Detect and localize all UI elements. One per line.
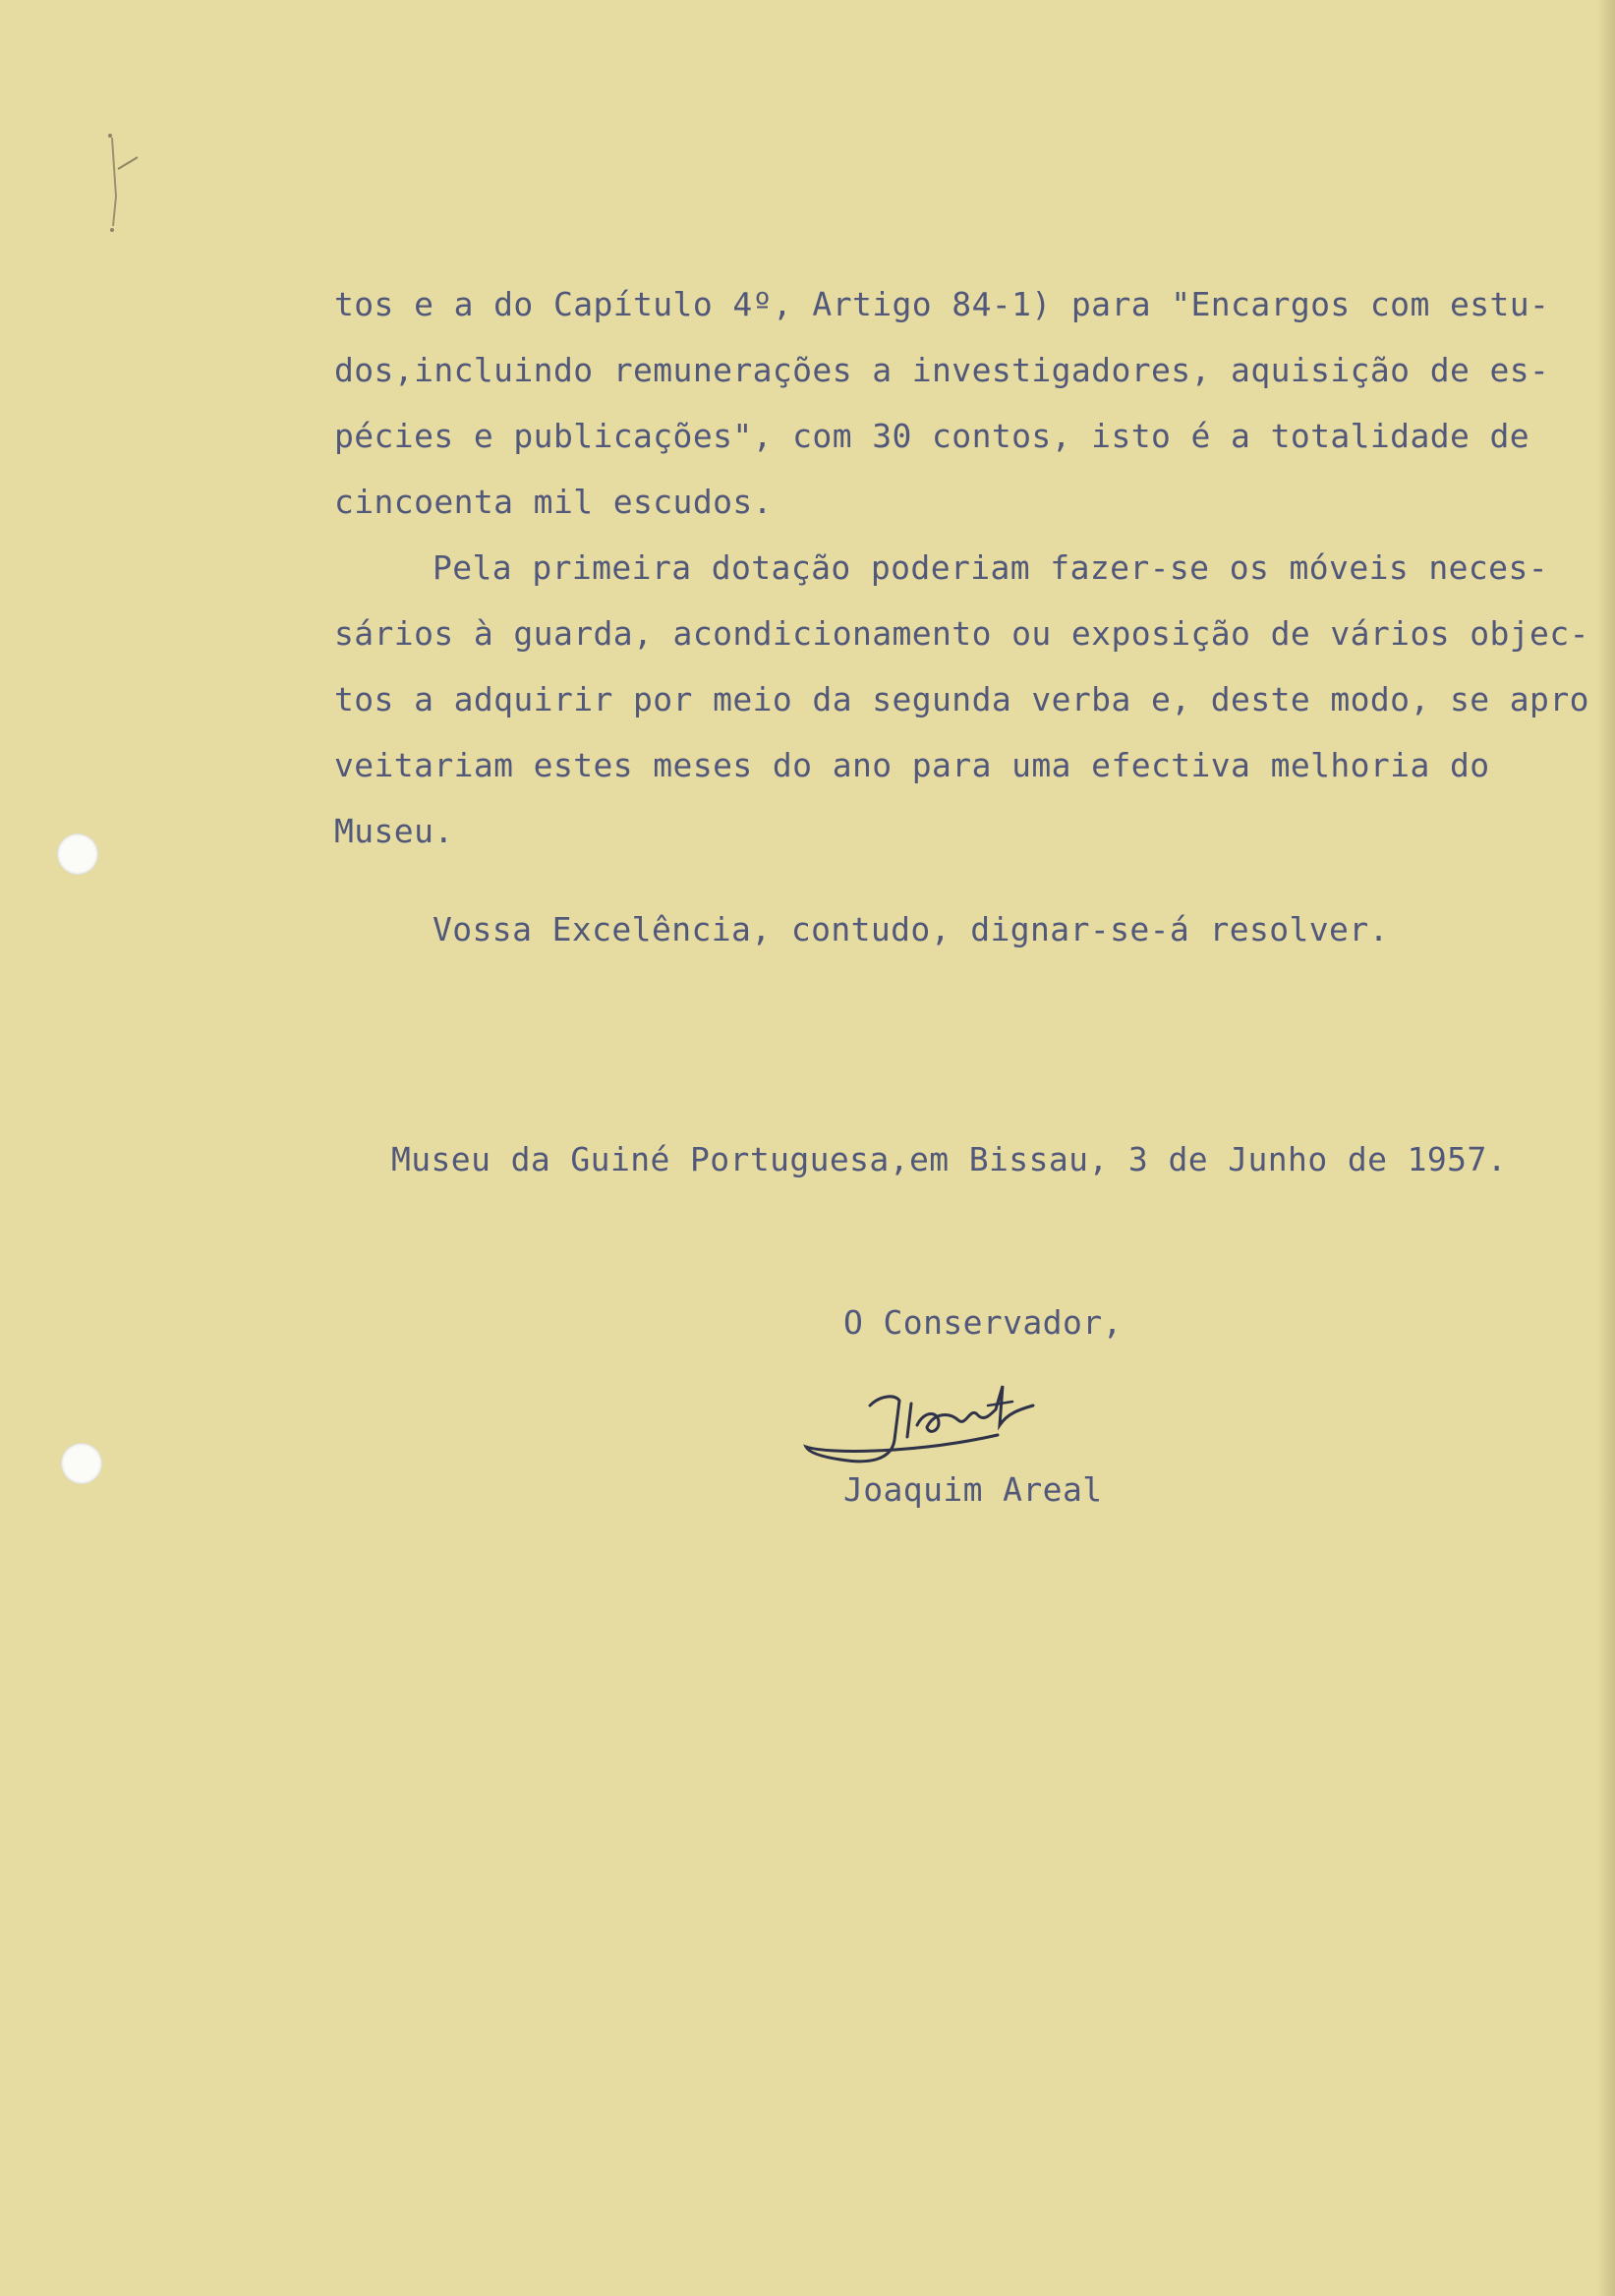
signoff-line: O Conservador, bbox=[843, 1303, 1123, 1342]
paragraph-2-line-2: sários à guarda, acondicionamento ou exposição de vários objec- bbox=[334, 614, 1589, 653]
paragraph-1-line-1: tos e a do Capítulo 4º, Artigo 84-1) para "Encargos com estu- bbox=[334, 285, 1550, 323]
paragraph-2-line-1: Pela primeira dotação poderiam fazer-se os móveis neces- bbox=[433, 548, 1548, 587]
paragraph-1-line-2: dos,incluindo remunerações a investigadores, aquisição de es- bbox=[334, 351, 1550, 389]
punch-hole-bottom bbox=[61, 1443, 102, 1484]
paragraph-1-line-4: cincoenta mil escudos. bbox=[334, 483, 773, 521]
punch-hole-top bbox=[57, 833, 98, 875]
place-date-line: Museu da Guiné Portuguesa,em Bissau, 3 de Junho de 1957. bbox=[391, 1140, 1507, 1178]
page-edge-shadow bbox=[1597, 0, 1615, 2296]
signatory-name: Joaquim Areal bbox=[843, 1470, 1103, 1509]
paragraph-2-line-5: Museu. bbox=[334, 812, 454, 850]
closing-line: Vossa Excelência, contudo, dignar-se-á resolver. bbox=[433, 910, 1389, 948]
paragraph-2-line-3: tos a adquirir por meio da segunda verba e, deste modo, se apro bbox=[334, 680, 1589, 718]
handwritten-signature bbox=[801, 1366, 1106, 1484]
paragraph-2-line-4: veitariam estes meses do ano para uma efectiva melhoria do bbox=[334, 746, 1490, 784]
paragraph-1-line-3: pécies e publicações", com 30 contos, isto é a totalidade de bbox=[334, 417, 1530, 455]
staple-mark-icon bbox=[98, 128, 157, 236]
